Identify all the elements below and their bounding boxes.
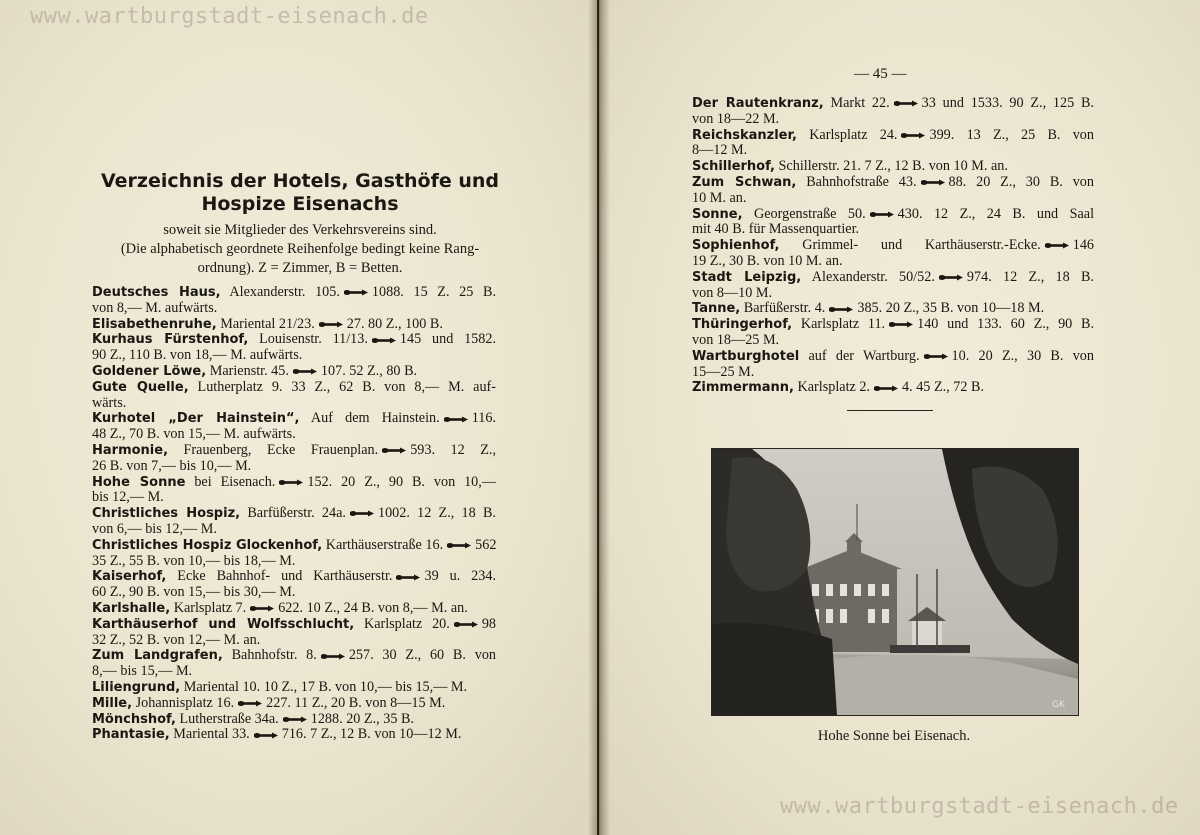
hotel-name: Mille,	[92, 695, 133, 711]
photo-caption: Hohe Sonne bei Eisenach.	[817, 728, 971, 744]
hotel-name: Deutsches Haus,	[92, 285, 221, 300]
hotel-name: Liliengrund,	[92, 679, 181, 695]
hotel-address: Alexanderstr. 105.	[229, 285, 340, 300]
hotel-entry	[92, 569, 496, 601]
entry-line-1	[92, 443, 496, 459]
telephone-icon	[349, 509, 375, 518]
entry-line-1	[92, 648, 496, 664]
hotel-address: Karlsplatz 24.	[809, 127, 898, 143]
hotel-address: Louisenstr. 11/13.	[259, 332, 368, 348]
hotel-name: Tanne,	[692, 301, 741, 317]
hotel-address: Karlsplatz 11.	[800, 317, 886, 333]
hohe-sonne-photo-image	[712, 449, 1078, 715]
telephone-icon	[237, 699, 263, 708]
hotel-name: Sophienhof,	[692, 238, 780, 254]
hotel-entry	[692, 317, 1094, 349]
hotel-phone-details: 257. 30 Z., 60 B. von	[348, 648, 496, 664]
hotel-name: Karthäuserhof und Wolfsschlucht,	[92, 616, 355, 632]
book-gutter	[588, 0, 610, 835]
hotel-address: bei Eisenach.	[194, 474, 276, 490]
entry-line-1	[92, 364, 496, 380]
hotel-address: Karthäuserstraße 16.	[325, 537, 444, 553]
telephone-icon	[453, 620, 479, 629]
hotel-entry	[692, 128, 1094, 160]
entry-line-2: 8—12 M.	[692, 142, 748, 159]
hotel-address: Ecke Bahnhof- und Karthäuserstr.	[177, 569, 393, 585]
telephone-icon	[938, 273, 964, 282]
hotel-name: Karlshalle,	[92, 600, 171, 616]
hotel-entry	[92, 727, 496, 743]
hotel-address: Markt 22.	[830, 96, 890, 111]
entry-line-1	[692, 317, 1094, 333]
telephone-icon	[395, 573, 421, 582]
entry-line-1	[92, 712, 496, 728]
hotel-name: Kurhotel „Der Hainstein“,	[92, 411, 300, 427]
hotel-name: Kaiserhof,	[92, 569, 167, 585]
hotel-address: Mariental 10. 10 Z., 17 B. von 10,— bis 15,— M.	[183, 679, 468, 695]
hotel-address: Barfüßerstr. 4.	[743, 301, 826, 317]
entry-line-2: von 18—22 M.	[692, 110, 780, 127]
telephone-icon	[893, 99, 919, 108]
page-number: — 45 —	[854, 66, 907, 82]
hotel-name: Goldener Löwe,	[92, 363, 207, 379]
entry-line-1	[692, 270, 1094, 286]
telephone-icon	[828, 305, 854, 314]
entry-line-2: 26 B. von 7,— bis 10,— M.	[92, 457, 252, 474]
hotel-address: Karlsplatz 20.	[363, 616, 450, 632]
entry-line-1	[92, 411, 496, 427]
hotel-name: Schillerhof,	[692, 159, 775, 175]
entry-line-1	[92, 569, 496, 585]
hotel-address: auf der Wartburg.	[808, 348, 920, 364]
subtitle-line-3: ordnung). Z = Zimmer, B = Betten.	[197, 260, 403, 276]
hotel-address: Mariental 21/23.	[220, 316, 315, 332]
hotel-address: Marienstr. 45.	[209, 363, 289, 379]
section-divider	[847, 410, 933, 411]
page-title-line-2: Hospize Eisenachs	[201, 193, 399, 215]
hotel-entry	[92, 411, 496, 443]
telephone-icon	[446, 541, 472, 550]
telephone-icon	[923, 352, 949, 361]
page-title-line-1: Verzeichnis der Hotels, Gasthöfe und	[101, 170, 499, 192]
hotel-address: Schillerstr. 21. 7 Z., 12 B. von 10 M. an.	[778, 159, 1008, 175]
hotel-phone-details: 430. 12 Z., 24 B. und Saal	[897, 206, 1094, 222]
hotel-name: Phantasie,	[92, 727, 170, 743]
hotel-phone-details: 227. 11 Z., 20 B. von 8—15 M.	[266, 695, 446, 711]
hotel-address: Johannisplatz 16.	[135, 695, 235, 711]
entry-line-2: 32 Z., 52 B. von 12,— M. an.	[92, 631, 261, 648]
hotel-phone-details: 1088. 15 Z. 25 B.	[371, 285, 496, 300]
entry-line-1	[92, 538, 496, 554]
telephone-icon	[320, 652, 346, 661]
hotel-phone-details: 88. 20 Z., 30 B. von	[948, 174, 1094, 190]
hotel-phone-details: 385. 20 Z., 35 B. von 10—18 M.	[857, 301, 1045, 317]
entry-line-2: von 8,— M. aufwärts.	[92, 299, 218, 316]
hotel-phone-details: 152. 20 Z., 90 B. von 10,—	[307, 474, 496, 490]
entry-line-1	[92, 317, 496, 333]
entry-line-2: 10 M. an.	[692, 189, 747, 206]
telephone-icon	[443, 415, 469, 424]
hotel-entry	[92, 380, 496, 412]
hotel-address: Lutherplatz 9. 33 Z., 62 B. von 8,— M. auf-	[197, 379, 496, 395]
entry-line-2: 19 Z., 30 B. von 10 M. an.	[692, 252, 843, 269]
hotel-phone-details: 1002. 12 Z., 18 B.	[377, 506, 496, 522]
hotel-entry	[92, 601, 496, 617]
entry-line-1	[92, 617, 496, 633]
hotel-address: Lutherstraße 34a.	[179, 711, 279, 727]
entry-line-1	[692, 128, 1094, 144]
hotel-address: Bahnhofstraße 43.	[806, 174, 917, 190]
hotel-address: Auf dem Hainstein.	[310, 411, 440, 427]
telephone-icon	[920, 178, 946, 187]
entry-line-1	[92, 696, 496, 712]
hotel-entry	[92, 364, 496, 380]
hotel-phone-details: 593. 12 Z.,	[410, 442, 496, 458]
hotel-phone-details: 10. 20 Z., 30 B. von	[951, 348, 1094, 364]
hotel-phone-details: 716. 7 Z., 12 B. von 10—12 M.	[281, 727, 462, 743]
entry-line-2: 90 Z., 110 B. von 18,— M. aufwärts.	[92, 347, 303, 364]
hotel-phone-details: 98	[481, 616, 496, 632]
entry-line-1	[92, 285, 496, 301]
hotel-phone-details: 145 und 1582.	[399, 332, 496, 348]
entry-line-2: mit 40 B. für Massenquartier.	[692, 221, 860, 238]
hotel-phone-details: 622. 10 Z., 24 B. von 8,— M. an.	[278, 600, 468, 616]
telephone-icon	[318, 320, 344, 329]
entry-line-1	[92, 332, 496, 348]
hotel-phone-details: 39 u. 234.	[424, 569, 496, 585]
entry-line-2: wärts.	[92, 394, 127, 411]
telephone-icon	[278, 478, 304, 487]
hotel-name: Kurhaus Fürstenhof,	[92, 332, 249, 348]
hotel-phone-details: 27. 80 Z., 100 B.	[346, 316, 443, 332]
entry-line-1	[692, 175, 1094, 191]
entry-line-1	[692, 349, 1094, 365]
hotel-entry	[92, 648, 496, 680]
telephone-icon	[282, 715, 308, 724]
hotel-address: Mariental 33.	[173, 727, 250, 743]
hotel-entry	[692, 270, 1094, 302]
hotel-name: Hohe Sonne	[92, 474, 186, 490]
entry-line-1	[692, 380, 1094, 396]
hotel-name: Wartburghotel	[692, 348, 800, 364]
hotel-list-left	[92, 285, 496, 743]
hotel-entry	[92, 712, 496, 728]
hotel-name: Elisabethenruhe,	[92, 316, 217, 332]
entry-line-2: 48 Z., 70 B. von 15,— M. aufwärts.	[92, 426, 296, 443]
hotel-name: Zum Schwan,	[692, 174, 797, 190]
entry-line-1	[92, 601, 496, 617]
telephone-icon	[343, 288, 369, 297]
hotel-entry	[92, 506, 496, 538]
hotel-entry	[692, 301, 1094, 317]
hotel-name: Christliches Hospiz Glockenhof,	[92, 537, 323, 553]
hotel-phone-details: 974. 12 Z., 18 B.	[966, 269, 1094, 285]
entry-line-2: von 18—25 M.	[692, 331, 780, 348]
subtitle-line-1: soweit sie Mitglieder des Verkehrsvereins sind.	[163, 222, 437, 238]
hotel-list-right	[692, 96, 1094, 396]
hotel-name: Zimmermann,	[692, 380, 794, 396]
entry-line-1	[692, 238, 1094, 254]
hotel-address: Barfüßerstr. 24a.	[247, 506, 346, 522]
entry-line-2: von 8—10 M.	[692, 284, 773, 301]
entry-line-2: von 6,— bis 12,— M.	[92, 520, 217, 537]
hotel-entry	[692, 380, 1094, 396]
hotel-name: Gute Quelle,	[92, 379, 189, 395]
hotel-address: Georgenstraße 50.	[754, 206, 866, 222]
hotel-phone-details: 146	[1072, 238, 1094, 254]
hotel-address: Grimmel- und Karthäuserstr.-Ecke.	[802, 238, 1041, 254]
entry-line-1	[92, 506, 496, 522]
hotel-entry	[692, 175, 1094, 207]
hotel-name: Sonne,	[692, 206, 743, 222]
hotel-entry	[692, 96, 1094, 128]
hotel-entry	[92, 696, 496, 712]
entry-line-1	[92, 727, 496, 743]
entry-line-2: 8,— bis 15,— M.	[92, 663, 193, 680]
hotel-name: Stadt Leipzig,	[692, 269, 802, 285]
hotel-phone-details: 140 und 133. 60 Z., 90 B.	[917, 317, 1094, 333]
entry-line-1	[92, 680, 496, 696]
hotel-phone-details: 399. 13 Z., 25 B. von	[929, 127, 1094, 143]
telephone-icon	[381, 446, 407, 455]
hotel-phone-details: 4. 45 Z., 72 B.	[902, 380, 984, 396]
hotel-address: Karlsplatz 7.	[173, 600, 247, 616]
hotel-phone-details: 33 und 1533. 90 Z., 125 B.	[921, 96, 1094, 111]
photo-mark: GK	[1052, 700, 1065, 710]
entry-line-2: 60 Z., 90 B. von 15,— bis 30,— M.	[92, 584, 296, 601]
entry-line-1	[692, 301, 1094, 317]
hotel-name: Thüringerhof,	[692, 317, 793, 333]
hotel-entry	[92, 680, 496, 696]
hotel-name: Christliches Hospiz,	[92, 506, 241, 522]
telephone-icon	[900, 131, 926, 140]
left-page	[0, 0, 597, 835]
telephone-icon	[371, 336, 397, 345]
hotel-photograph	[711, 448, 1079, 716]
hotel-address: Alexanderstr. 50/52.	[811, 269, 935, 285]
hotel-entry	[692, 349, 1094, 381]
entry-line-1	[692, 96, 1094, 112]
watermark-top: www.wartburgstadt-eisenach.de	[30, 4, 429, 29]
telephone-icon	[292, 367, 318, 376]
hotel-phone-details: 1288. 20 Z., 35 B.	[310, 711, 414, 727]
telephone-icon	[888, 320, 914, 329]
entry-line-2: bis 12,— M.	[92, 489, 164, 506]
entry-line-2: 35 Z., 55 B. von 10,— bis 18,— M.	[92, 552, 296, 569]
hotel-entry	[692, 207, 1094, 239]
subtitle-lines-2-3	[100, 240, 500, 278]
hotel-entry	[692, 159, 1094, 175]
entry-line-1	[692, 159, 1094, 175]
entry-line-1	[692, 207, 1094, 223]
hotel-entry	[92, 617, 496, 649]
subtitle-line-2: (Die alphabetisch geordnete Reihenfolge bedingt keine Rang-	[120, 241, 480, 257]
hotel-name: Zum Landgrafen,	[92, 648, 223, 664]
hotel-phone-details: 107. 52 Z., 80 B.	[320, 363, 418, 379]
telephone-icon	[253, 731, 279, 740]
hotel-address: Karlsplatz 2.	[797, 380, 871, 396]
hotel-address: Frauenberg, Ecke Frauenplan.	[183, 442, 379, 458]
entry-line-1	[92, 475, 496, 491]
telephone-icon	[249, 604, 275, 613]
hotel-name: Mönchshof,	[92, 711, 176, 727]
telephone-icon	[1044, 241, 1070, 250]
entry-line-2: 15—25 M.	[692, 363, 755, 380]
hotel-entry	[92, 475, 496, 507]
hotel-entry	[92, 317, 496, 333]
hotel-entry	[92, 443, 496, 475]
telephone-icon	[873, 384, 899, 393]
telephone-icon	[869, 210, 895, 219]
hotel-entry	[92, 332, 496, 364]
hotel-phone-details: 562	[475, 537, 496, 553]
hotel-name: Harmonie,	[92, 442, 169, 458]
hotel-entry	[692, 238, 1094, 270]
hotel-name: Der Rautenkranz,	[692, 96, 824, 111]
hotel-address: Bahnhofstr. 8.	[231, 648, 317, 664]
hotel-name: Reichskanzler,	[692, 127, 797, 143]
hotel-entry	[92, 285, 496, 317]
watermark-bottom: www.wartburgstadt-eisenach.de	[780, 794, 1179, 819]
entry-line-1	[92, 380, 496, 396]
hotel-phone-details: 116.	[471, 411, 496, 427]
hotel-entry	[92, 538, 496, 570]
